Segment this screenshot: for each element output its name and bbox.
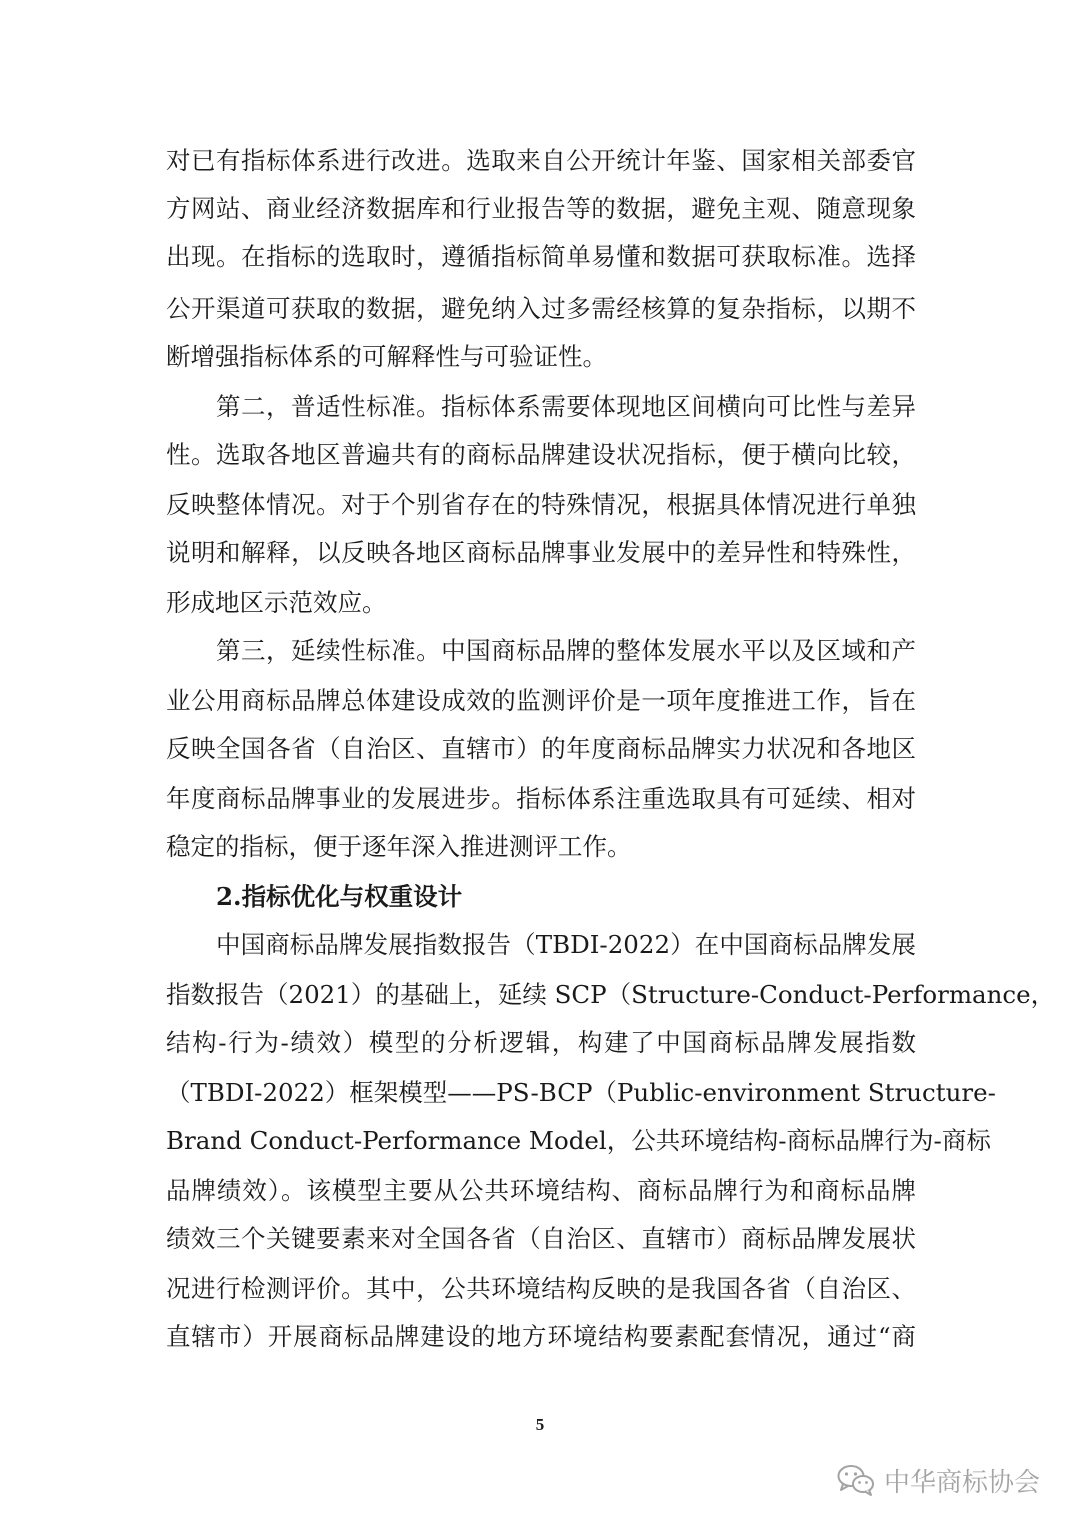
text-line: 公开渠道可获取的数据，避免纳入过多需经核算的复杂指标，以期不	[166, 294, 916, 323]
text-line: （TBDI-2022）框架模型——PS-BCP（Public-environment Structure-	[166, 1078, 996, 1107]
text-line: Brand Conduct-Performance Model，公共环境结构-商标品牌行为-商标	[166, 1126, 991, 1155]
text-line: 况进行检测评价。其中，公共环境结构反映的是我国各省（自治区、	[166, 1274, 916, 1303]
text-line: 说明和解释，以反映各地区商标品牌事业发展中的差异性和特殊性，	[166, 538, 916, 567]
text-line: 反映整体情况。对于个别省存在的特殊情况，根据具体情况进行单独	[166, 490, 916, 519]
text-line: 反映全国各省（自治区、直辖市）的年度商标品牌实力状况和各地区	[166, 734, 916, 763]
text-line: 形成地区示范效应。	[166, 588, 387, 617]
text-line: 品牌绩效）。该模型主要从公共环境结构、商标品牌行为和商标品牌	[166, 1176, 916, 1205]
section-heading: 2.指标优化与权重设计	[216, 882, 463, 911]
text-line: 第三，延续性标准。中国商标品牌的整体发展水平以及区域和产	[216, 636, 916, 665]
text-line: 绩效三个关键要素来对全国各省（自治区、直辖市）商标品牌发展状	[166, 1224, 916, 1253]
text-line: 第二，普适性标准。指标体系需要体现地区间横向可比性与差异	[216, 392, 916, 421]
watermark-text: 中华商标协会	[884, 1467, 1041, 1498]
text-line: 性。选取各地区普遍共有的商标品牌建设状况指标，便于横向比较，	[166, 440, 916, 469]
wechat-icon	[836, 1463, 876, 1497]
text-line: 方网站、商业经济数据库和行业报告等的数据，避免主观、随意现象	[166, 194, 916, 223]
text-line: 中国商标品牌发展指数报告（TBDI-2022）在中国商标品牌发展	[216, 930, 916, 959]
text-line: 对已有指标体系进行改进。选取来自公开统计年鉴、国家相关部委官	[166, 146, 916, 175]
text-line: 结构-行为-绩效）模型的分析逻辑，构建了中国商标品牌发展指数	[166, 1028, 916, 1057]
page-number: 5	[535, 1415, 545, 1434]
text-line: 年度商标品牌事业的发展进步。指标体系注重选取具有可延续、相对	[166, 784, 916, 813]
watermark	[836, 1462, 1040, 1498]
text-line: 直辖市）开展商标品牌建设的地方环境结构要素配套情况，通过“商	[166, 1322, 916, 1351]
text-line: 业公用商标品牌总体建设成效的监测评价是一项年度推进工作，旨在	[166, 686, 916, 715]
text-line: 指数报告（2021）的基础上，延续 SCP（Structure-Conduct-Performance，	[166, 980, 1056, 1009]
text-line: 断增强指标体系的可解释性与可验证性。	[166, 342, 607, 371]
text-line: 出现。在指标的选取时，遵循指标简单易懂和数据可获取标准。选择	[166, 242, 916, 271]
text-line: 稳定的指标，便于逐年深入推进测评工作。	[166, 832, 632, 861]
